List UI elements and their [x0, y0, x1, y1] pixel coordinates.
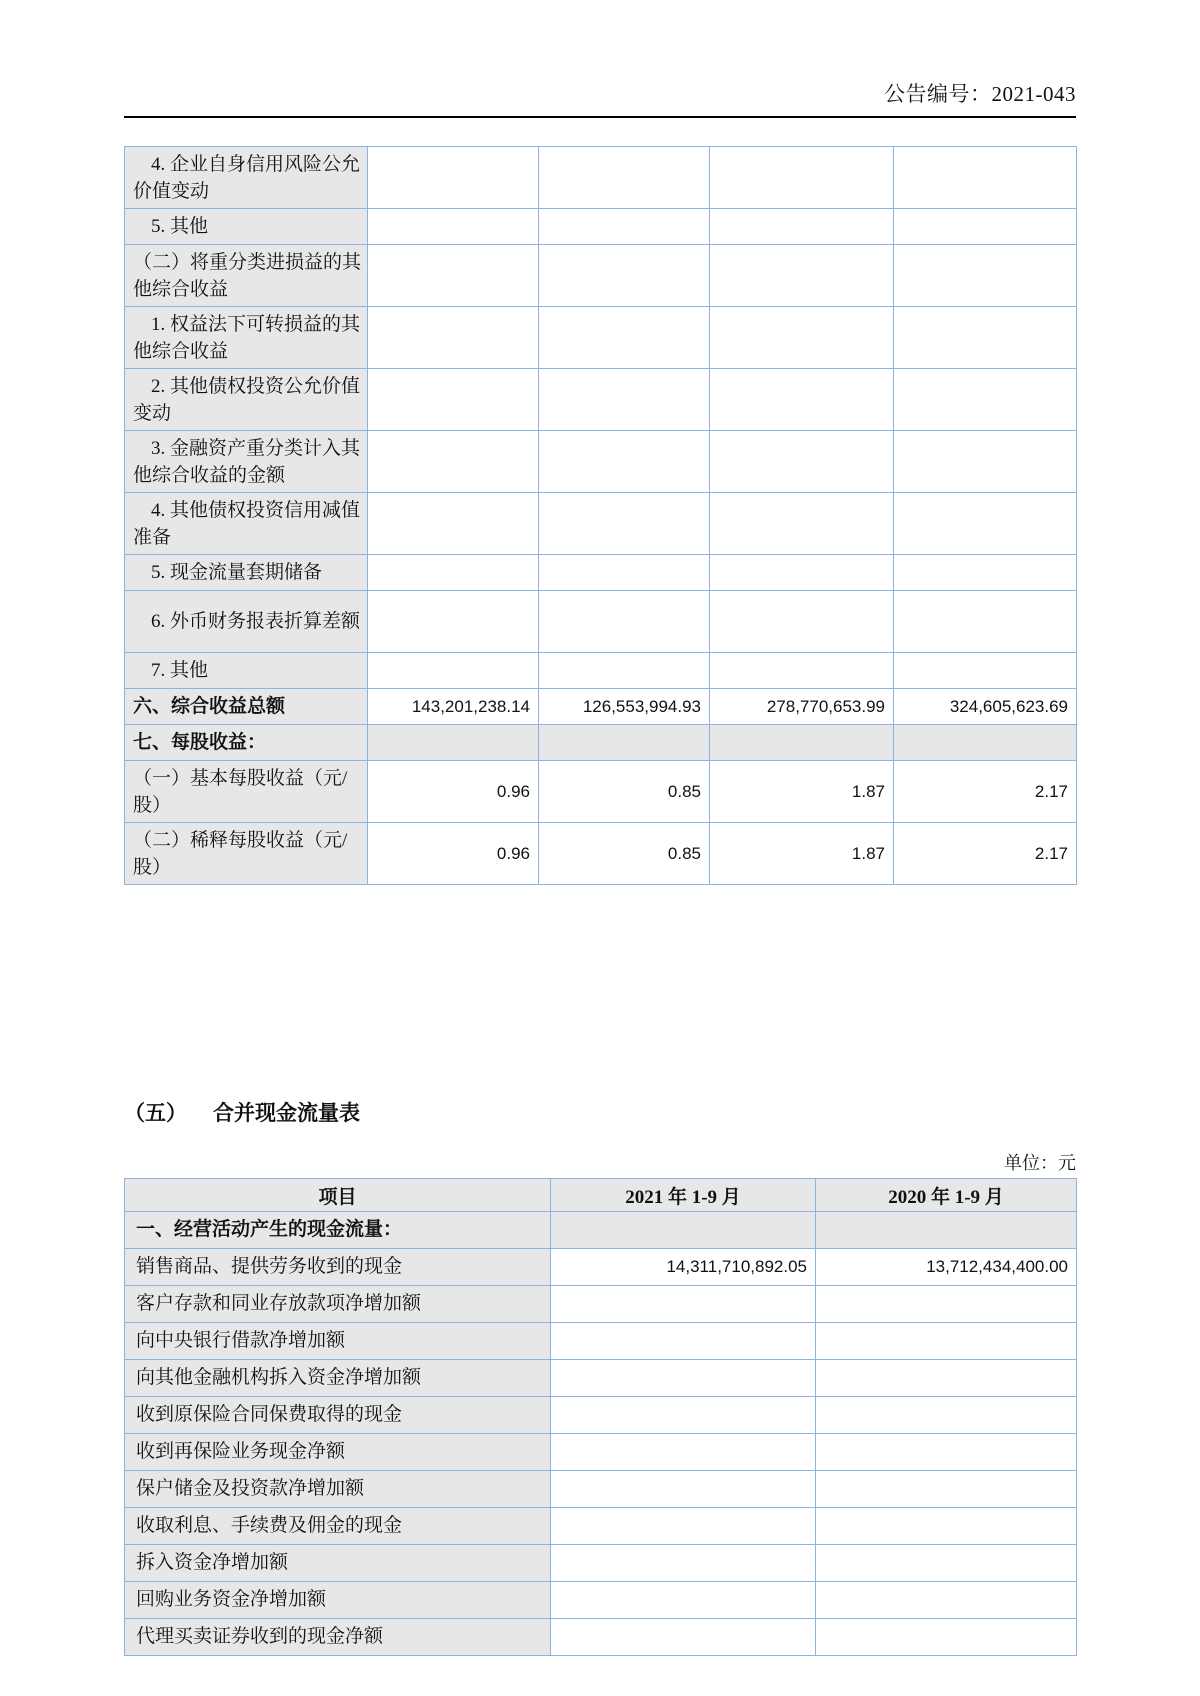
row-label: 收到原保险合同保费取得的现金	[125, 1397, 551, 1434]
row-label: 向中央银行借款净增加额	[125, 1323, 551, 1360]
table-row	[125, 431, 1077, 493]
cell-value	[816, 1471, 1077, 1508]
cell-value	[368, 147, 539, 209]
row-label: 6. 外币财务报表折算差额	[125, 591, 368, 653]
table-row	[125, 725, 1077, 761]
row-label: 5. 现金流量套期储备	[125, 555, 368, 591]
cell-value	[539, 591, 710, 653]
cell-value	[816, 1545, 1077, 1582]
table-header-row	[125, 1179, 1077, 1212]
table-row	[125, 591, 1077, 653]
row-label: 3. 金融资产重分类计入其他综合收益的金额	[125, 431, 368, 493]
table-row	[125, 209, 1077, 245]
cell-value	[816, 1323, 1077, 1360]
cell-value	[539, 245, 710, 307]
row-label: 代理买卖证券收到的现金净额	[125, 1619, 551, 1656]
doc-number: 公告编号：2021-043	[884, 82, 1076, 106]
row-label: 收到再保险业务现金净额	[125, 1434, 551, 1471]
cell-value	[368, 245, 539, 307]
section-title: 合并现金流量表	[213, 1101, 360, 1125]
row-label: 4. 其他债权投资信用减值准备	[125, 493, 368, 555]
row-label: 1. 权益法下可转损益的其他综合收益	[125, 307, 368, 369]
cell-value	[710, 555, 894, 591]
cell-value	[539, 493, 710, 555]
row-label: 六、综合收益总额	[125, 689, 368, 725]
table-row	[125, 245, 1077, 307]
cell-value	[710, 653, 894, 689]
column-header: 2021 年 1-9 月	[551, 1179, 816, 1212]
cell-value	[539, 147, 710, 209]
row-label: （二）将重分类进损益的其他综合收益	[125, 245, 368, 307]
table-row	[125, 1545, 1077, 1582]
cell-value	[894, 147, 1077, 209]
row-label: （一）基本每股收益（元/股）	[125, 761, 368, 823]
row-label: 向其他金融机构拆入资金净增加额	[125, 1360, 551, 1397]
cell-value: 14,311,710,892.05	[551, 1249, 816, 1286]
table-row	[125, 823, 1077, 885]
cell-value	[816, 1212, 1077, 1249]
cell-value: 0.96	[368, 823, 539, 885]
table-row	[125, 1582, 1077, 1619]
cell-value	[894, 431, 1077, 493]
cell-value	[539, 653, 710, 689]
cell-value	[710, 209, 894, 245]
table-row	[125, 1619, 1077, 1656]
table-row	[125, 689, 1077, 725]
cell-value: 1.87	[710, 823, 894, 885]
cell-value	[894, 493, 1077, 555]
cell-value	[710, 307, 894, 369]
row-label: 七、每股收益：	[125, 725, 368, 761]
cell-value	[551, 1619, 816, 1656]
row-label: 保户储金及投资款净增加额	[125, 1471, 551, 1508]
cell-value	[816, 1397, 1077, 1434]
doc-header	[124, 78, 1076, 116]
cell-value: 324,605,623.69	[894, 689, 1077, 725]
cell-value	[368, 431, 539, 493]
cell-value	[894, 555, 1077, 591]
cell-value	[894, 369, 1077, 431]
table-row	[125, 1471, 1077, 1508]
cell-value	[894, 307, 1077, 369]
table-row	[125, 1212, 1077, 1249]
cell-value	[551, 1286, 816, 1323]
section-number: （五）	[124, 1101, 187, 1125]
row-label: （二）稀释每股收益（元/股）	[125, 823, 368, 885]
table-row	[125, 369, 1077, 431]
cell-value	[894, 653, 1077, 689]
cell-value	[710, 725, 894, 761]
cell-value	[551, 1582, 816, 1619]
cell-value	[816, 1360, 1077, 1397]
cell-value	[368, 493, 539, 555]
cell-value	[368, 725, 539, 761]
row-label: 客户存款和同业存放款项净增加额	[125, 1286, 551, 1323]
cell-value	[710, 591, 894, 653]
cash-flow-table	[124, 1178, 1077, 1656]
cell-value	[710, 147, 894, 209]
table-row	[125, 761, 1077, 823]
cell-value	[539, 369, 710, 431]
row-label: 5. 其他	[125, 209, 368, 245]
cell-value	[710, 493, 894, 555]
cell-value: 126,553,994.93	[539, 689, 710, 725]
row-label: 收取利息、手续费及佣金的现金	[125, 1508, 551, 1545]
cell-value	[816, 1434, 1077, 1471]
table-row	[125, 653, 1077, 689]
unit-label: 单位：元	[1004, 1153, 1076, 1173]
page-content	[124, 0, 1076, 1656]
comprehensive-income-table	[124, 146, 1077, 885]
table-row	[125, 1360, 1077, 1397]
table-row	[125, 1508, 1077, 1545]
cell-value: 0.85	[539, 823, 710, 885]
table-row	[125, 1323, 1077, 1360]
cell-value	[551, 1545, 816, 1582]
cell-value	[539, 555, 710, 591]
cell-value	[551, 1471, 816, 1508]
row-label: 一、经营活动产生的现金流量：	[125, 1212, 551, 1249]
cell-value: 2.17	[894, 823, 1077, 885]
cell-value	[368, 653, 539, 689]
cell-value: 278,770,653.99	[710, 689, 894, 725]
row-label: 2. 其他债权投资公允价值变动	[125, 369, 368, 431]
row-label: 拆入资金净增加额	[125, 1545, 551, 1582]
row-label: 销售商品、提供劳务收到的现金	[125, 1249, 551, 1286]
column-header: 项目	[125, 1179, 551, 1212]
table-row	[125, 1249, 1077, 1286]
cell-value: 1.87	[710, 761, 894, 823]
cell-value	[894, 245, 1077, 307]
column-header: 2020 年 1-9 月	[816, 1179, 1077, 1212]
cell-value: 143,201,238.14	[368, 689, 539, 725]
cell-value	[816, 1286, 1077, 1323]
table-row	[125, 1434, 1077, 1471]
cell-value	[710, 369, 894, 431]
table-row	[125, 493, 1077, 555]
cell-value	[539, 431, 710, 493]
cell-value	[368, 209, 539, 245]
cell-value	[551, 1360, 816, 1397]
cell-value	[551, 1212, 816, 1249]
cell-value	[894, 725, 1077, 761]
cell-value	[816, 1619, 1077, 1656]
cell-value	[894, 209, 1077, 245]
cell-value	[710, 245, 894, 307]
cell-value	[539, 209, 710, 245]
cell-value: 0.85	[539, 761, 710, 823]
section-heading	[124, 1097, 1076, 1127]
cell-value	[368, 369, 539, 431]
header-rule	[124, 116, 1076, 118]
cell-value: 0.96	[368, 761, 539, 823]
cell-value	[368, 307, 539, 369]
cell-value	[551, 1397, 816, 1434]
table-row	[125, 147, 1077, 209]
row-label: 7. 其他	[125, 653, 368, 689]
cell-value	[368, 555, 539, 591]
cell-value	[551, 1508, 816, 1545]
cell-value	[551, 1434, 816, 1471]
cell-value: 13,712,434,400.00	[816, 1249, 1077, 1286]
cell-value: 2.17	[894, 761, 1077, 823]
cell-value	[816, 1508, 1077, 1545]
cell-value	[539, 725, 710, 761]
cell-value	[551, 1323, 816, 1360]
table-row	[125, 307, 1077, 369]
cell-value	[816, 1582, 1077, 1619]
table-row	[125, 555, 1077, 591]
cell-value	[710, 431, 894, 493]
table-row	[125, 1286, 1077, 1323]
row-label: 4. 企业自身信用风险公允价值变动	[125, 147, 368, 209]
row-label: 回购业务资金净增加额	[125, 1582, 551, 1619]
table-row	[125, 1397, 1077, 1434]
cell-value	[368, 591, 539, 653]
cell-value	[894, 591, 1077, 653]
cell-value	[539, 307, 710, 369]
